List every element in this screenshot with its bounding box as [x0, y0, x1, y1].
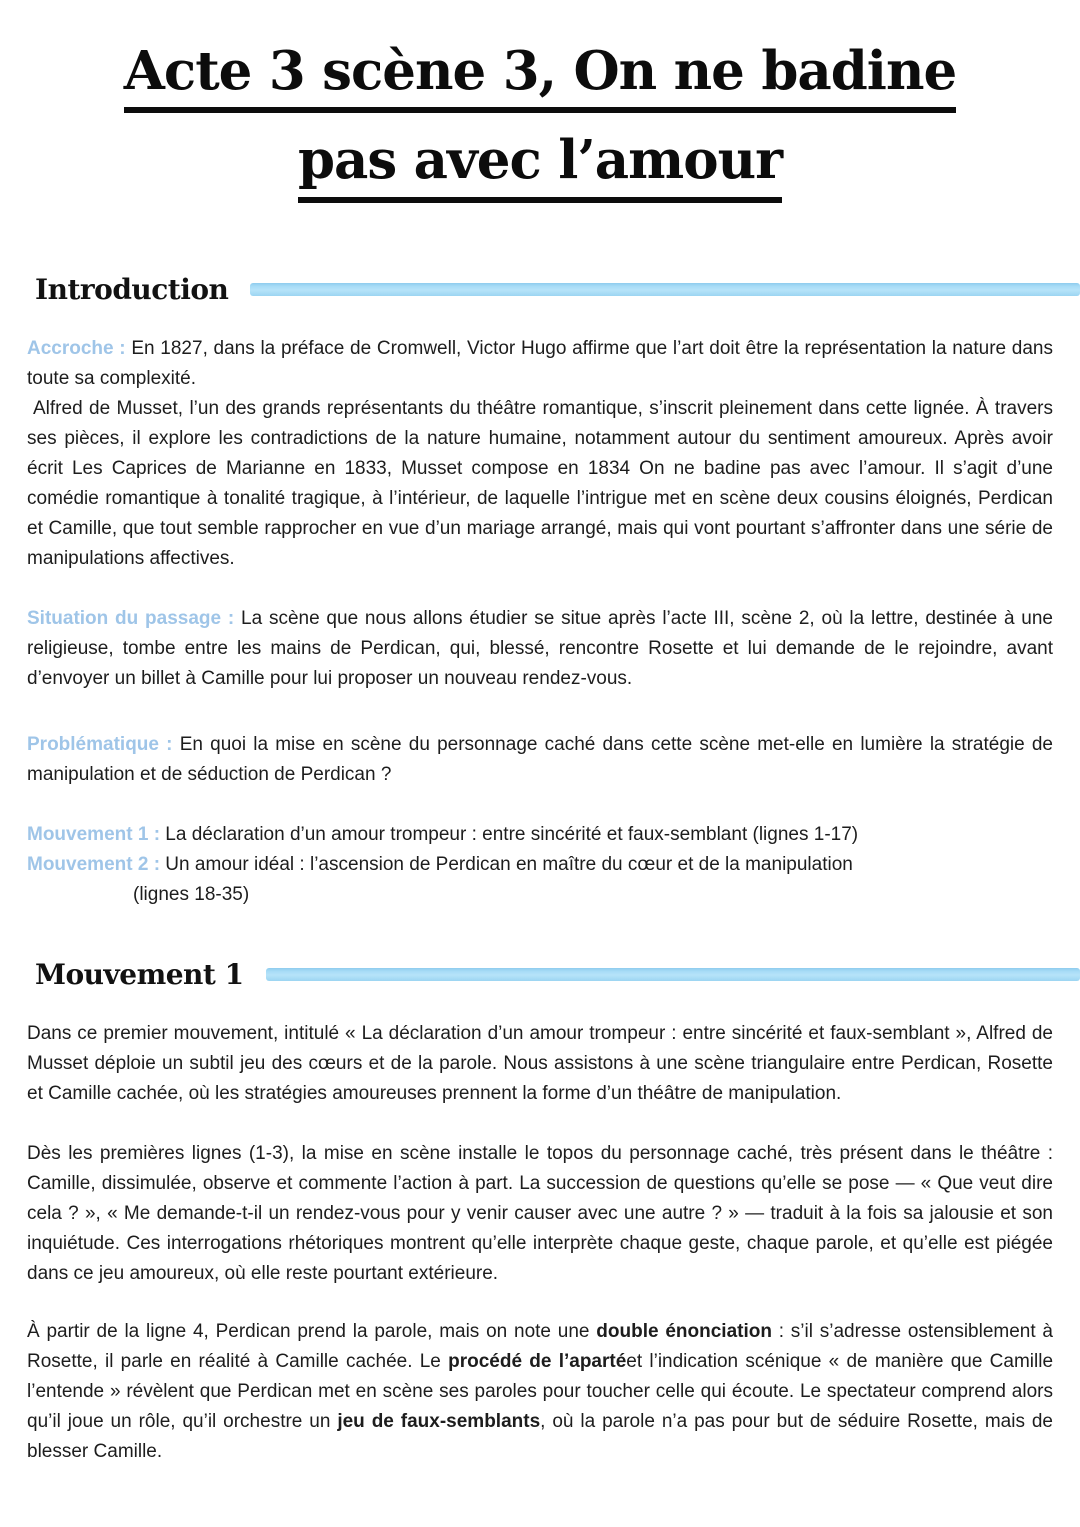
paragraph-problematique — [27, 730, 1053, 790]
paragraph-mouvement1-3 — [27, 1317, 1053, 1467]
label-movement-2: Mouvement 2 : — [27, 853, 161, 875]
paragraph-text: et l’indication scénique « de manière que Camille l’entende » révèlent que Perdican met en scène ses paroles pour toucher celle qui écoute. Le spectateur comprend alors qu’il joue un rôle, qu’il orchestre un — [27, 1350, 1054, 1432]
page-title-line-2 — [27, 131, 1053, 202]
paragraph-text: La scène que nous allons étudier se situe après l’acte III, scène 2, où la lettre, destinée à une religieuse, tombe entre les mains de Perdican, qui, blessé, rencontre Rosette et lui demande de le rejoindre, avant d’envoyer un billet à Camille pour lui proposer un nouveau rendez-vous. — [27, 607, 1053, 689]
movement-1-text: La déclaration d’un amour trompeur : entre sincérité et faux-semblant (lignes 1-17) — [160, 823, 859, 845]
page-title-line-1 — [27, 42, 1053, 113]
page-title-text-1: Acte 3 scène 3, On ne badine — [124, 42, 956, 113]
decorative-bar — [250, 283, 1080, 296]
bold-term-procede-aparte: procédé de l’aparté — [448, 1350, 627, 1372]
paragraph-text: À partir de la ligne 4, Perdican prend la parole, mais on note une — [27, 1320, 597, 1342]
movement-2-text: Un amour idéal : l’ascension de Perdican en maître du cœur et de la manipulation — [160, 853, 853, 875]
section-title-mouvement-1: Mouvement 1 — [35, 957, 244, 991]
label-accroche: Accroche : — [27, 337, 126, 359]
movements-list — [27, 820, 1053, 910]
section-title-introduction: Introduction — [35, 272, 229, 306]
page-title — [27, 42, 1053, 203]
paragraph-mouvement1-2: Dès les premières lignes (1-3), la mise en scène installe le topos du personnage caché, très présent dans le théâtre : Camille, dissimulée, observe et commente l’action à part. La succession de questions qu’elle se pose — « Que veut dire cela ? », « Me demande-t-il un rendez-vous pour y venir causer avec une autre ? » — traduit à la fois sa jalousie et son inquiétude. Ces interrogations rhétoriques montrent qu’elle interprète chaque geste, chaque parole, et qu’elle est piégée dans ce jeu amoureux, où elle reste pourtant extérieure. — [27, 1142, 1053, 1284]
paragraph-accroche — [27, 334, 1053, 394]
label-situation: Situation du passage : — [27, 607, 235, 629]
bold-term-double-enonciation: double énonciation — [596, 1320, 772, 1342]
movement-1-item — [27, 820, 1053, 850]
paragraph-mouvement1-1: Dans ce premier mouvement, intitulé « La déclaration d’un amour trompeur : entre sincérité et faux-semblant », Alfred de Musset déploie un subtil jeu des cœurs et de la parole. Nous assistons à une scène triangulaire entre Perdican, Rosette et Camille cachée, où les stratégies amoureuses prennent la forme d’un théâtre de manipulation. — [27, 1022, 1053, 1104]
section-heading-introduction — [35, 273, 1080, 306]
paragraph-text: : s’il s’adresse ostensiblement à Rosette, il parle en réalité à Camille cachée. Le — [27, 1320, 1054, 1372]
paragraph-text: En quoi la mise en scène du personnage caché dans cette scène met-elle en lumière la stratégie de manipulation et de séduction de Perdican ? — [27, 733, 1054, 785]
paragraph-musset: Alfred de Musset, l’un des grands représentants du théâtre romantique, s’inscrit pleinement dans cette lignée. À travers ses pièces, il explore les contradictions de la nature humaine, notamment autour du sentiment amoureux. Après avoir écrit Les Caprices de Marianne en 1833, Musset compose en 1834 On ne badine pas avec l’amour. Il s’agit d’une comédie romantique à tonalité tragique, à l’intérieur, de laquelle l’intrigue met en scène deux cousins éloignés, Perdican et Camille, que tout semble rapprocher en vue d’un mariage arrangé, mais qui vont pourtant s’affronter dans une série de manipulations affectives. — [27, 397, 1053, 569]
paragraph-text: En 1827, dans la préface de Cromwell, Victor Hugo affirme que l’art doit être la représentation la nature dans toute sa complexité. — [27, 337, 1053, 389]
label-problematique: Problématique : — [27, 733, 173, 755]
movement-2-lines-ref: (lignes 18-35) — [133, 883, 250, 905]
paragraph-situation — [27, 604, 1053, 694]
label-movement-1: Mouvement 1 : — [27, 823, 161, 845]
bold-term-jeu-faux-semblants: jeu de faux-semblants — [337, 1410, 541, 1432]
movement-2-item — [27, 850, 1053, 910]
section-heading-mouvement-1 — [35, 958, 1080, 991]
paragraph-text: , où la parole n’a pas pour but de séduire Rosette, mais de blesser Camille. — [27, 1410, 1053, 1462]
page-title-text-2: pas avec l’amour — [298, 131, 782, 202]
decorative-bar — [266, 968, 1080, 981]
